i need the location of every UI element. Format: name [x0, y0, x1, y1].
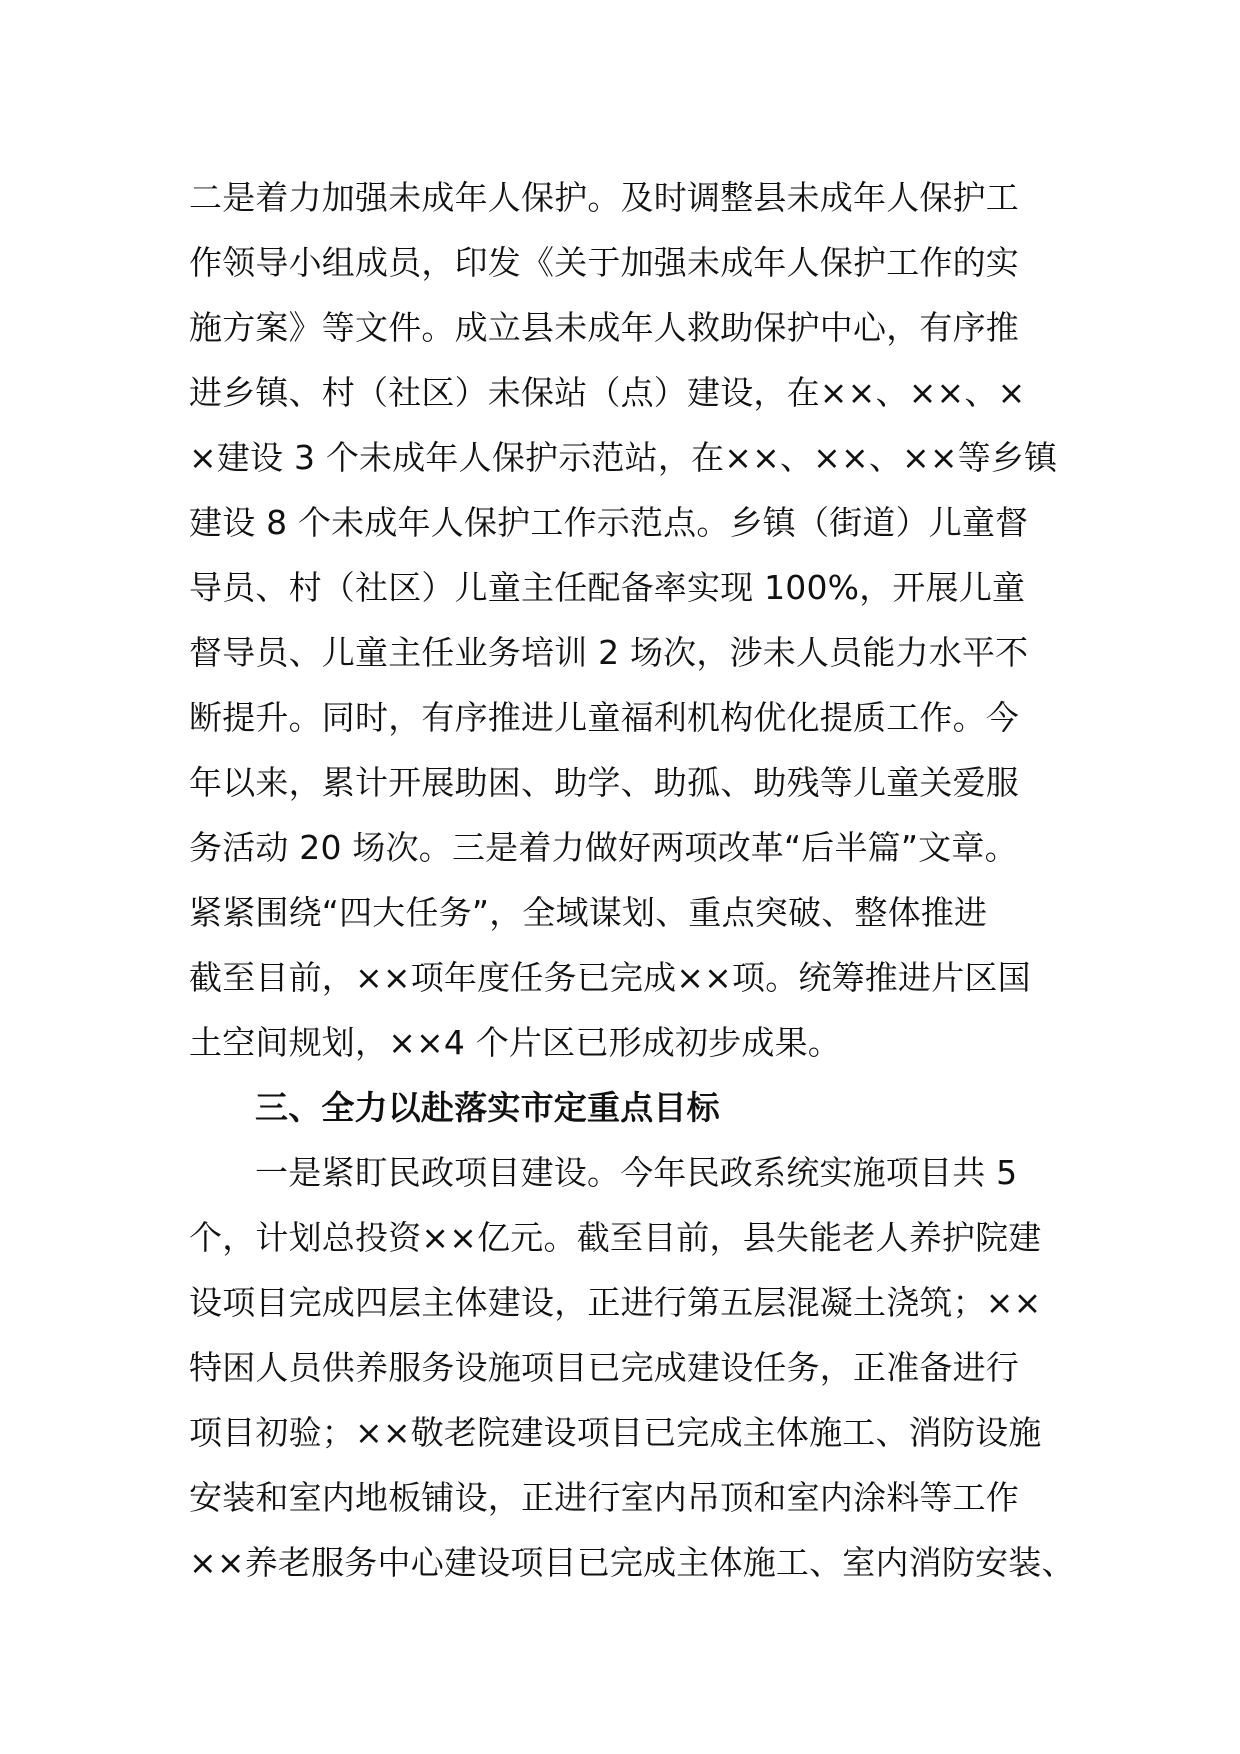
body-line: 施方案》等文件。成立县未成年人救助保护中心，有序推	[189, 308, 1019, 347]
body-line: 作领导小组成员，印发《关于加强未成年人保护工作的实	[189, 243, 1019, 282]
body-line: 年以来，累计开展助困、助学、助孤、助残等儿童关爱服	[189, 763, 1019, 802]
body-line: 务活动 20 场次。三是着力做好两项改革“后半篇”文章。	[189, 828, 1018, 867]
body-line: 断提升。同时，有序推进儿童福利机构优化提质工作。今	[189, 698, 1019, 737]
body-line: 导员、村（社区）儿童主任配备率实现 100%，开展儿童	[189, 568, 1026, 607]
body-line: 安装和室内地板铺设，正进行室内吊顶和室内涂料等工作	[189, 1478, 1019, 1517]
body-line: ×建设 3 个未成年人保护示范站，在××、××、××等乡镇	[189, 438, 1058, 477]
body-line: 项目初验；××敬老院建设项目已完成主体施工、消防设施	[189, 1413, 1042, 1452]
body-line: 督导员、儿童主任业务培训 2 场次，涉未人员能力水平不	[189, 633, 1029, 672]
body-line: 进乡镇、村（社区）未保站（点）建设，在××、××、×	[189, 373, 1026, 412]
body-line: 截至目前，××项年度任务已完成××项。统筹推进片区国	[189, 958, 1031, 997]
document-body	[189, 165, 1089, 1595]
body-line: 建设 8 个未成年人保护工作示范点。乡镇（街道）儿童督	[189, 503, 1029, 542]
body-line: 土空间规划，××4 个片区已形成初步成果。	[189, 1023, 841, 1062]
body-line: 特困人员供养服务设施项目已完成建设任务，正准备进行	[189, 1348, 1019, 1387]
body-line: 二是着力加强未成年人保护。及时调整县未成年人保护工	[189, 178, 1019, 217]
paragraph-first-line: 一是紧盯民政项目建设。今年民政系统实施项目共 5	[255, 1153, 1018, 1192]
section-heading: 三、全力以赴落实市定重点目标	[255, 1088, 720, 1127]
body-line: 设项目完成四层主体建设，正进行第五层混凝土浇筑；××	[189, 1283, 1042, 1322]
body-line: 紧紧围绕“四大任务”，全域谋划、重点突破、整体推进	[189, 893, 988, 932]
body-line: 个，计划总投资××亿元。截至目前，县失能老人养护院建	[189, 1218, 1042, 1257]
body-line: ××养老服务中心建设项目已完成主体施工、室内消防安装、	[189, 1543, 1075, 1582]
